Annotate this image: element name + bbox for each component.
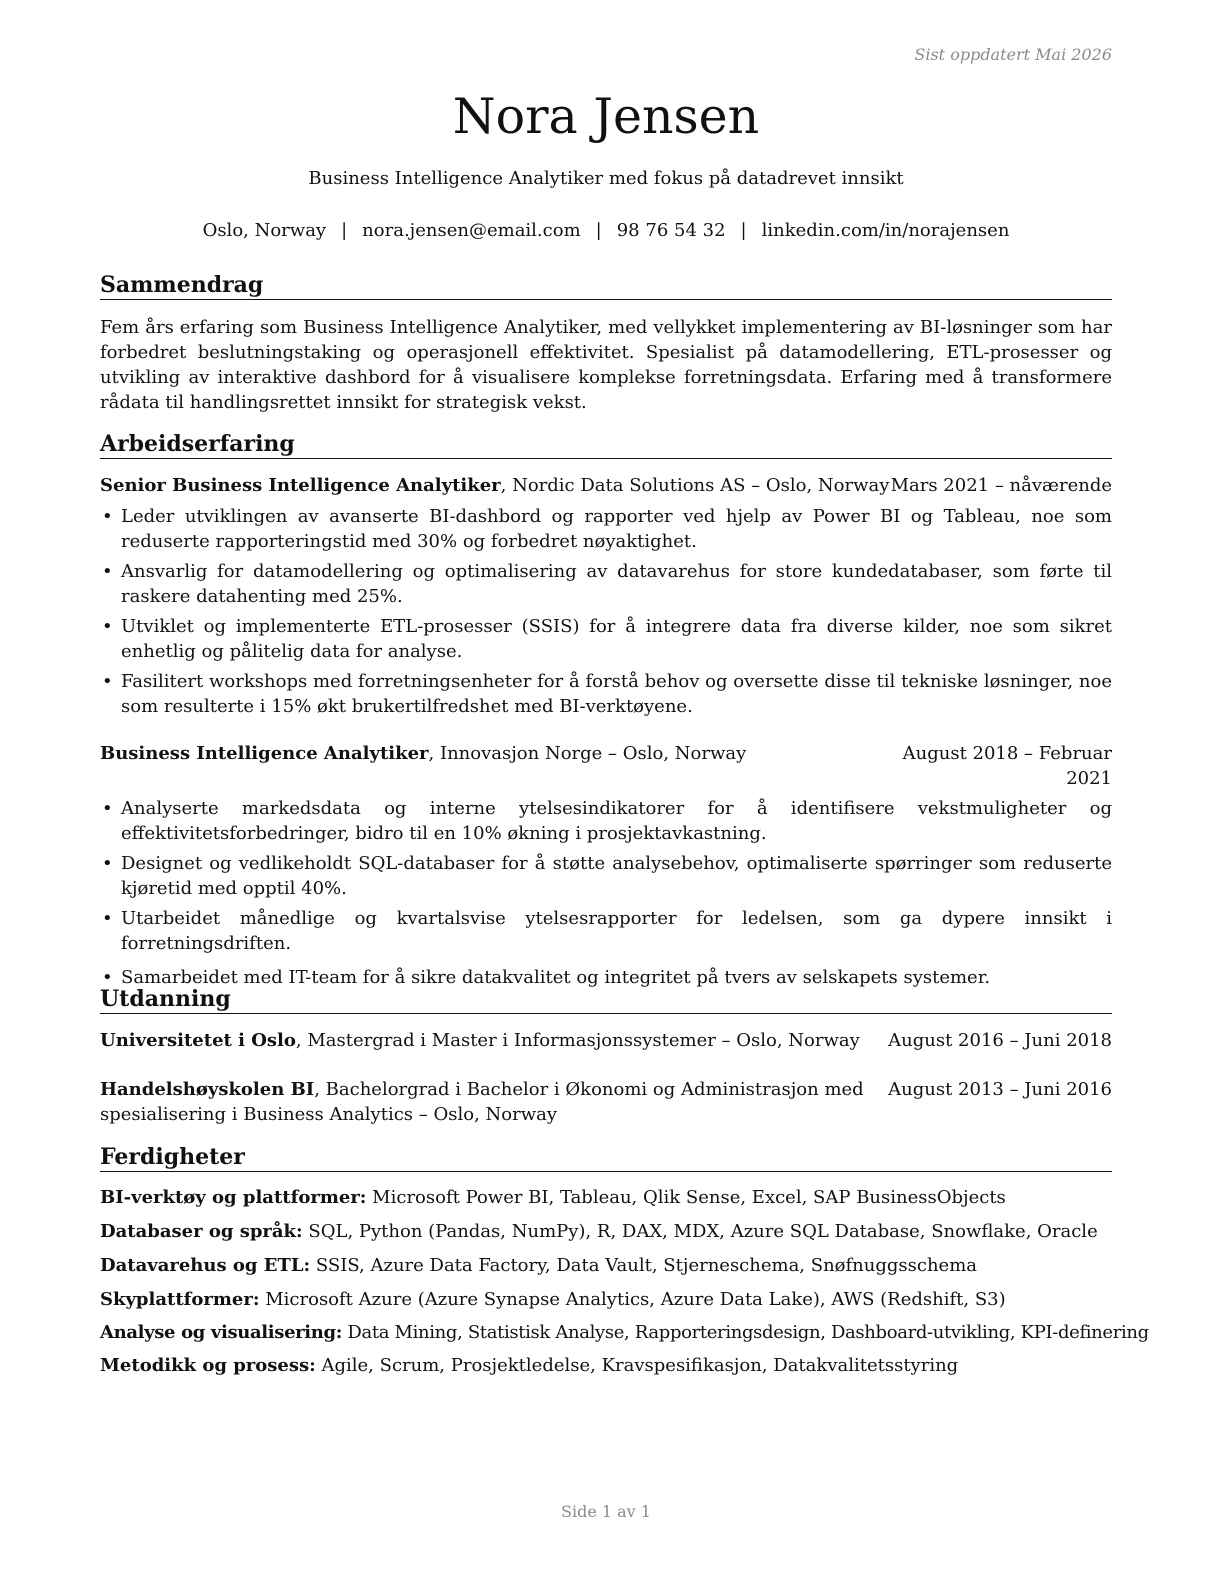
section-title-summary: Sammendrag — [100, 272, 1112, 300]
skill-label: BI-verktøy og plattformer: — [100, 1187, 367, 1208]
job-header — [100, 743, 1112, 791]
bullet-item: • Fasilitert workshops med forretningsenheter for å forstå behov og oversette disse til tekniske løsninger, noe som resulterte i 15% økt brukertilfredshet med BI-verktøyene. — [100, 669, 1112, 719]
candidate-name: Nora Jensen — [452, 88, 760, 145]
job-bullets — [100, 504, 1112, 719]
education-item — [100, 1028, 1112, 1053]
skill-label: Databaser og språk: — [100, 1221, 303, 1242]
bullet-item: • Ansvarlig for datamodellering og optimalisering av datavarehus for store kundedatabaser, som førte til raskere datahenting med 25%. — [100, 559, 1112, 609]
education-detail: , Mastergrad i Master i Informasjonssystemer – Oslo, Norway — [295, 1030, 860, 1051]
contact-separator: | — [595, 220, 602, 241]
skill-row — [100, 1255, 1112, 1277]
education-date: August 2016 – Juni 2018 — [888, 1030, 1112, 1051]
skill-label: Datavarehus og ETL: — [100, 1255, 311, 1276]
contact-separator: | — [341, 220, 348, 241]
page-footer: Side 1 av 1 — [561, 1502, 651, 1521]
contact-line — [100, 220, 1112, 242]
education-detail: , Bachelorgrad i Bachelor i Økonomi og Administrasjon med spesialisering i Business Analytics – Oslo, Norway — [100, 1079, 864, 1125]
job-bullets — [100, 796, 1112, 990]
education-item — [100, 1077, 1112, 1127]
job-title — [100, 475, 889, 497]
skill-row — [100, 1289, 1112, 1311]
job-header — [100, 475, 1112, 497]
job-date-line: 2021 — [1066, 768, 1112, 789]
job-date: Mars 2021 – nåværende — [890, 475, 1112, 496]
education-text — [100, 1028, 880, 1053]
bullet-item: • Utviklet og implementerte ETL-prosesser (SSIS) for å integrere data fra diverse kilder, noe som sikret enhetlig og pålitelig data for analyse. — [100, 614, 1112, 664]
contact-phone: 98 76 54 32 — [616, 220, 726, 241]
tagline: Business Intelligence Analytiker med fokus på datadrevet innsikt — [308, 168, 904, 189]
bullet-item: • Analyserte markedsdata og interne ytelsesindikatorer for å identifisere vekstmuligheter og effektivitetsforbedringer, bidro til en 10% økning i prosjektavkastning. — [100, 796, 1112, 846]
job-role: Senior Business Intelligence Analytiker — [100, 475, 501, 496]
skill-value: SQL, Python (Pandas, NumPy), R, DAX, MDX, Azure SQL Database, Snowflake, Oracle — [302, 1221, 1098, 1242]
bullet-item: • Leder utviklingen av avanserte BI-dashbord og rapporter ved hjelp av Power BI og Tableau, noe som reduserte rapporteringstid med 30% og forbedret nøyaktighet. — [100, 504, 1112, 554]
skill-value: SSIS, Azure Data Factory, Data Vault, Stjerneschema, Snøfnuggsschema — [310, 1255, 978, 1276]
section-title-skills: Ferdigheter — [100, 1144, 1112, 1172]
skill-label: Skyplattformer: — [100, 1289, 260, 1310]
job-org: , Nordic Data Solutions AS – Oslo, Norway — [500, 475, 890, 496]
skill-value: Agile, Scrum, Prosjektledelse, Kravspesifikasjon, Datakvalitetsstyring — [315, 1355, 959, 1376]
skill-row — [100, 1187, 1112, 1209]
job-date — [903, 741, 1112, 791]
job-date-line: August 2018 – Februar — [902, 743, 1112, 764]
bullet-item: • Samarbeidet med IT-team for å sikre datakvalitet og integritet på tvers av selskapets systemer. — [100, 965, 1112, 990]
summary-text: Fem års erfaring som Business Intelligence Analytiker, med vellykket implementering av BI-løsninger som har forbedret beslutningstaking og operasjonell effektivitet. Spesialist på datamodellering, ETL-prosesser og utvikling av interaktive dashbord for å visualisere komplekse forretningsdata. Erfaring med å transformere rådata til handlingsrettet innsikt for strategisk vekst. — [100, 317, 1112, 413]
job-org: , Innovasjon Norge – Oslo, Norway — [428, 743, 747, 764]
education-school: Handelshøyskolen BI — [100, 1079, 315, 1100]
contact-location: Oslo, Norway — [202, 220, 327, 241]
skill-row — [100, 1355, 1112, 1377]
contact-separator: | — [740, 220, 747, 241]
education-date: August 2013 – Juni 2016 — [888, 1079, 1112, 1100]
skill-row — [100, 1322, 1149, 1344]
job-role: Business Intelligence Analytiker — [100, 743, 429, 764]
skill-row — [100, 1221, 1112, 1243]
skill-label: Metodikk og prosess: — [100, 1355, 316, 1376]
section-title-experience: Arbeidserfaring — [100, 431, 1112, 459]
skill-value: Microsoft Power BI, Tableau, Qlik Sense, Excel, SAP BusinessObjects — [366, 1187, 1006, 1208]
last-updated: Sist oppdatert Mai 2026 — [914, 45, 1112, 64]
section-title-education: Utdanning — [100, 986, 1112, 1014]
job-title — [100, 743, 746, 791]
contact-email[interactable]: nora.jensen@email.com — [362, 220, 581, 241]
education-school: Universitetet i Oslo — [100, 1030, 296, 1051]
skill-label: Analyse og visualisering: — [100, 1322, 343, 1343]
bullet-item: • Utarbeidet månedlige og kvartalsvise ytelsesrapporter for ledelsen, som ga dypere innsikt i forretningsdriften. — [100, 906, 1112, 956]
skill-value: Microsoft Azure (Azure Synapse Analytics, Azure Data Lake), AWS (Redshift, S3) — [259, 1289, 1006, 1310]
education-text — [100, 1077, 880, 1127]
resume-page — [100, 0, 1149, 1584]
skill-value: Data Mining, Statistisk Analyse, Rapporteringsdesign, Dashboard-utvikling, KPI-definering — [342, 1322, 1149, 1343]
contact-linkedin[interactable]: linkedin.com/in/norajensen — [761, 220, 1010, 241]
bullet-item: • Designet og vedlikeholdt SQL-databaser for å støtte analysebehov, optimaliserte spørringer som reduserte kjøretid med opptil 40%. — [100, 851, 1112, 901]
